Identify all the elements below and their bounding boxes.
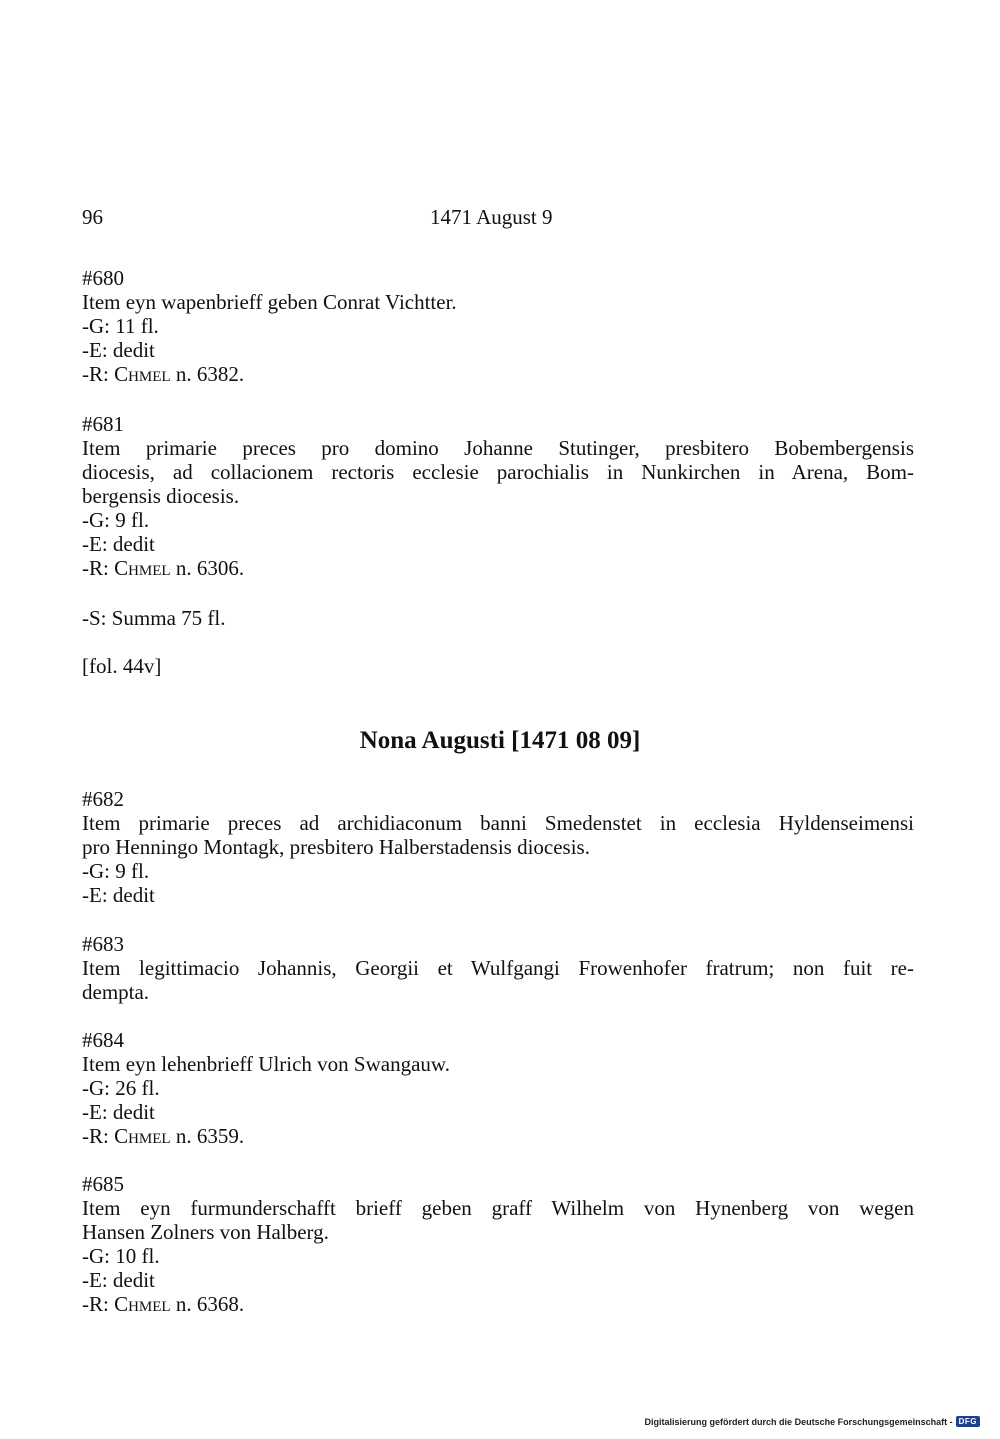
r-author: Chmel — [114, 362, 171, 386]
r-prefix: -R: — [82, 556, 115, 580]
entry-684 — [82, 1028, 914, 1148]
entry-683 — [82, 932, 914, 1004]
r-suffix: n. 6382. — [170, 362, 245, 386]
entry-text-line: dempta. — [82, 980, 150, 1004]
entry-g-line: -G: 26 fl. — [82, 1076, 160, 1100]
folio-marker: [fol. 44v] — [82, 654, 162, 678]
entry-text-line: diocesis, ad collacionem rectoris ecclesie parochialis in Nunkirchen in Arena, Bom- — [82, 460, 914, 484]
entry-r-line — [82, 1292, 914, 1316]
summa-line: -S: Summa 75 fl. — [82, 606, 226, 630]
r-author: Chmel — [114, 1292, 171, 1316]
r-author: Chmel — [114, 1124, 171, 1148]
entry-685 — [82, 1172, 914, 1316]
r-author: Chmel — [114, 556, 171, 580]
entry-682 — [82, 787, 914, 907]
r-prefix: -R: — [82, 362, 115, 386]
entry-g-line: -G: 11 fl. — [82, 314, 159, 338]
entry-text-line: Item eyn wapenbrieff geben Conrat Vichtter. — [82, 290, 457, 314]
page-header — [82, 205, 914, 235]
entry-681 — [82, 412, 914, 580]
section-heading: Nona Augusti [1471 08 09] — [359, 727, 641, 754]
r-suffix: n. 6359. — [170, 1124, 245, 1148]
page-number: 96 — [82, 205, 103, 229]
entry-680 — [82, 266, 914, 386]
entry-id: #684 — [82, 1028, 124, 1052]
r-prefix: -R: — [82, 1124, 115, 1148]
entry-e-line: -E: dedit — [82, 1100, 155, 1124]
entry-id: #683 — [82, 932, 124, 956]
r-suffix: n. 6368. — [170, 1292, 245, 1316]
entry-id: #680 — [82, 266, 124, 290]
entry-text-line: Item primarie preces pro domino Johanne Stutinger, presbitero Bobembergensis — [82, 436, 914, 460]
entry-text-line: bergensis diocesis. — [82, 484, 240, 508]
entry-e-line: -E: dedit — [82, 532, 155, 556]
entry-id: #685 — [82, 1172, 124, 1196]
entry-text-line: Item primarie preces ad archidiaconum banni Smedenstet in ecclesia Hyldenseimensi — [82, 811, 914, 835]
dfg-logo: DFG — [956, 1416, 980, 1427]
r-prefix: -R: — [82, 1292, 115, 1316]
entry-id: #681 — [82, 412, 124, 436]
footer-credit — [645, 1416, 980, 1427]
entry-g-line: -G: 10 fl. — [82, 1244, 160, 1268]
entry-r-line — [82, 362, 914, 386]
footer-credit-text: Digitalisierung gefördert durch die Deutsche Forschungsgemeinschaft - — [644, 1416, 953, 1427]
r-suffix: n. 6306. — [170, 556, 245, 580]
entry-text-line: pro Henningo Montagk, presbitero Halberstadensis diocesis. — [82, 835, 590, 859]
entry-e-line: -E: dedit — [82, 1268, 155, 1292]
entry-r-line — [82, 1124, 914, 1148]
entry-e-line: -E: dedit — [82, 883, 155, 907]
entry-text-line: Hansen Zolners von Halberg. — [82, 1220, 329, 1244]
entry-e-line: -E: dedit — [82, 338, 155, 362]
running-title: 1471 August 9 — [430, 205, 553, 229]
entry-text-line: Item eyn lehenbrieff Ulrich von Swangauw. — [82, 1052, 450, 1076]
entry-text-line: Item eyn furmunderschafft brieff geben graff Wilhelm von Hynenberg von wegen — [82, 1196, 914, 1220]
entry-g-line: -G: 9 fl. — [82, 508, 150, 532]
entry-text-line: Item legittimacio Johannis, Georgii et Wulfgangi Frowenhofer fratrum; non fuit re- — [82, 956, 914, 980]
entry-r-line — [82, 556, 914, 580]
entry-g-line: -G: 9 fl. — [82, 859, 150, 883]
entry-id: #682 — [82, 787, 124, 811]
